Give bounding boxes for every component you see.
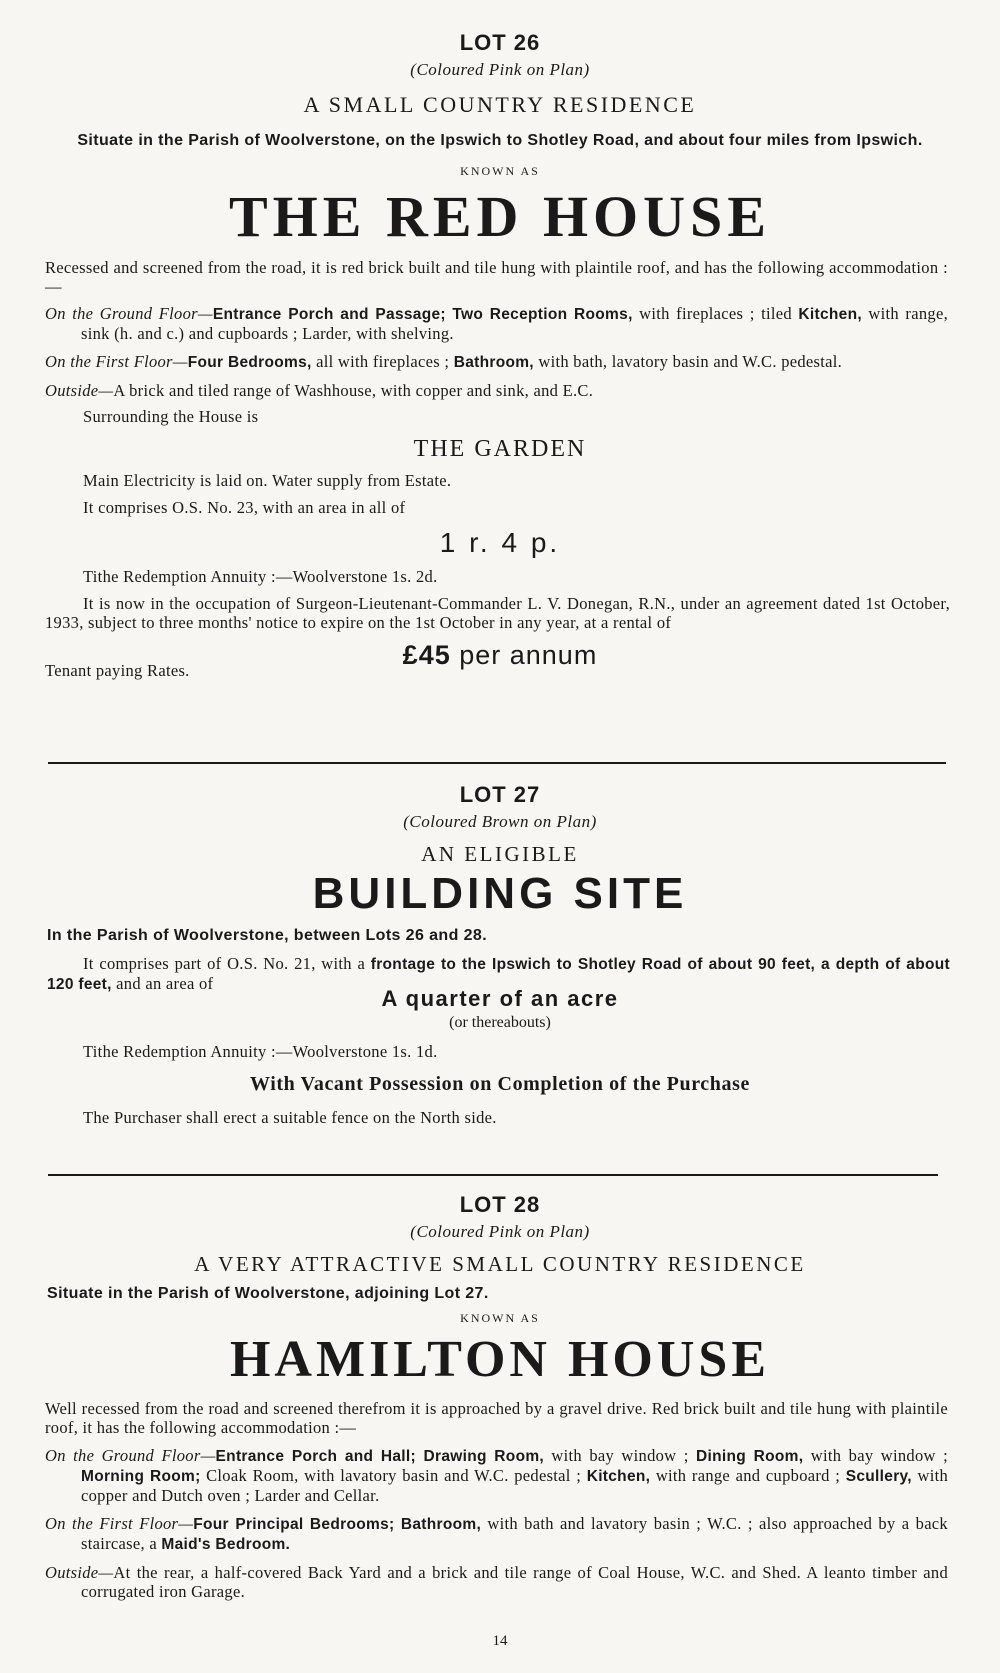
lot-28-ground-floor-prefix: On the Ground Floor— bbox=[45, 1446, 216, 1465]
lot-26-property-name: THE RED HOUSE bbox=[229, 184, 771, 249]
lot-27-heading: LOT 27 bbox=[459, 782, 541, 807]
text-fragment: A brick and tiled range of Washhouse, with copper and sink, and E.C. bbox=[113, 381, 594, 400]
lot-26-property-type: A SMALL COUNTRY RESIDENCE bbox=[303, 92, 697, 117]
text-fragment: with bay window ; bbox=[803, 1446, 948, 1465]
lot-26-first-floor-prefix: On the First Floor— bbox=[45, 352, 188, 371]
text-fragment: with bath, lavatory basin and W.C. pedestal. bbox=[533, 352, 843, 371]
lot-27-section bbox=[0, 782, 1000, 1127]
lot-26-electricity: Main Electricity is laid on. Water supply from Estate. bbox=[83, 471, 452, 490]
room-dining: Dining Room, bbox=[696, 1448, 804, 1465]
lot-26-surrounding: Surrounding the House is bbox=[83, 407, 259, 426]
room-reception: Two Reception Rooms, bbox=[452, 306, 633, 323]
text-fragment: It comprises part of O.S. No. 21, with a bbox=[83, 954, 371, 973]
rent-amount: £45 bbox=[402, 640, 451, 670]
section-divider bbox=[48, 1174, 938, 1176]
section-divider bbox=[48, 762, 946, 764]
rent-period: per annum bbox=[450, 640, 598, 670]
text-fragment: with fireplaces ; tiled bbox=[632, 304, 799, 323]
lot-26-first-floor bbox=[45, 352, 948, 372]
text-fragment: with copper and Dutch oven ; Larder and Cellar. bbox=[81, 1466, 949, 1505]
room-entrance-porch: Entrance Porch and Passage; bbox=[212, 306, 446, 323]
lot-26-intro: Recessed and screened from the road, it is red brick built and tile hung with plaintile roof, and has the following accommodation :— bbox=[45, 258, 948, 296]
lot-26-ground-floor bbox=[45, 304, 948, 343]
lot-26-tithe: Tithe Redemption Annuity :—Woolverstone 1s. 2d. bbox=[83, 567, 438, 586]
lot-27-possession: With Vacant Possession on Completion of the Purchase bbox=[250, 1073, 750, 1095]
lot-26-occupation: It is now in the occupation of Surgeon-Lieutenant-Commander L. V. Donegan, R.N., under an agreement dated 1st October, 1933, subject to three months' notice to expire on the 1st October in any year, at a rental of bbox=[45, 594, 950, 632]
room-morning: Morning Room; bbox=[81, 1468, 201, 1485]
room-kitchen: Kitchen, bbox=[798, 306, 862, 323]
lot-27-fence: The Purchaser shall erect a suitable fence on the North side. bbox=[83, 1108, 497, 1127]
room-scullery: Scullery, bbox=[845, 1468, 912, 1485]
lot-28-property-type: A VERY ATTRACTIVE SMALL COUNTRY RESIDENCE bbox=[194, 1252, 806, 1276]
lot-28-ground-floor bbox=[45, 1446, 948, 1505]
lot-26-area: 1 r. 4 p. bbox=[439, 527, 561, 558]
room-bathroom: Bathroom, bbox=[394, 1516, 482, 1533]
lot-28-outside-prefix: Outside— bbox=[45, 1563, 114, 1582]
frontage-dimensions: frontage to the Ipswich to Shotley Road of about 90 feet, a depth of about 120 feet, bbox=[47, 956, 950, 993]
lot-26-outside-prefix: Outside— bbox=[45, 381, 114, 400]
lot-27-property-type: AN ELIGIBLE bbox=[421, 842, 579, 866]
text-fragment: Cloak Room, with lavatory basin and W.C. pedestal ; bbox=[200, 1466, 587, 1485]
lot-27-property-name: BUILDING SITE bbox=[312, 869, 688, 918]
lot-27-parish: In the Parish of Woolverstone, between Lots 26 and 28. bbox=[47, 927, 488, 944]
lot-27-tithe: Tithe Redemption Annuity :—Woolverstone 1s. 1d. bbox=[83, 1042, 438, 1061]
lot-26-rates: Tenant paying Rates. bbox=[45, 661, 190, 680]
lot-28-known-as: KNOWN AS bbox=[460, 1311, 540, 1325]
lot-26-situation: Situate in the Parish of Woolverstone, on the Ipswich to Shotley Road, and about four miles from Ipswich. bbox=[77, 132, 923, 149]
room-maids-bedroom: Maid's Bedroom. bbox=[161, 1536, 291, 1553]
room-bedrooms: Four Bedrooms, bbox=[187, 354, 312, 371]
room-kitchen: Kitchen, bbox=[586, 1468, 651, 1485]
lot-26-comprises: It comprises O.S. No. 23, with an area in all of bbox=[83, 498, 406, 517]
lot-28-intro: Well recessed from the road and screened therefrom it is approached by a gravel drive. Red brick built and tile hung with plaintile roof, it has the following accommodation :— bbox=[45, 1399, 948, 1437]
lot-26-ground-floor-prefix: On the Ground Floor— bbox=[45, 304, 213, 323]
lot-26-heading: LOT 26 bbox=[459, 30, 541, 55]
lot-28-property-name: HAMILTON HOUSE bbox=[229, 1331, 771, 1388]
lot-26-garden-heading: THE GARDEN bbox=[413, 436, 587, 462]
lot-28-situation: Situate in the Parish of Woolverstone, adjoining Lot 27. bbox=[47, 1285, 489, 1302]
lot-27-plan-note: (Coloured Brown on Plan) bbox=[403, 812, 597, 831]
room-entrance-hall: Entrance Porch and Hall; bbox=[215, 1448, 416, 1465]
text-fragment: all with fireplaces ; bbox=[311, 352, 454, 371]
lot-26-plan-note: (Coloured Pink on Plan) bbox=[410, 60, 590, 79]
lot-28-section bbox=[0, 1192, 1000, 1601]
room-principal-bedrooms: Four Principal Bedrooms; bbox=[193, 1516, 395, 1533]
lot-28-first-floor-prefix: On the First Floor— bbox=[45, 1514, 194, 1533]
text-fragment: with range and cupboard ; bbox=[650, 1466, 846, 1485]
lot-27-area-note: (or thereabouts) bbox=[449, 1014, 551, 1031]
lot-28-first-floor bbox=[45, 1514, 948, 1554]
room-drawing: Drawing Room, bbox=[415, 1448, 545, 1465]
lot-28-plan-note: (Coloured Pink on Plan) bbox=[410, 1222, 590, 1241]
room-bathroom: Bathroom, bbox=[453, 354, 534, 371]
lot-26-outside bbox=[45, 381, 948, 400]
lot-28-outside bbox=[45, 1563, 948, 1601]
text-fragment: At the rear, a half-covered Back Yard and a brick and tile range of Coal House, W.C. and Shed. A leanto timber and corrugated iron Garage. bbox=[81, 1563, 948, 1601]
lot-26-section bbox=[0, 30, 1000, 680]
text-fragment: with bath and lavatory basin ; W.C. ; also approached by a back staircase, a bbox=[81, 1514, 948, 1553]
lot-26-known-as: KNOWN AS bbox=[460, 164, 540, 178]
text-fragment: with bay window ; bbox=[544, 1446, 697, 1465]
text-fragment: with range, sink (h. and c.) and cupboards ; Larder, with shelving. bbox=[81, 304, 948, 343]
text-fragment: and an area of bbox=[111, 974, 214, 993]
lot-27-area: A quarter of an acre bbox=[381, 986, 619, 1011]
page-number: 14 bbox=[492, 1633, 508, 1649]
lot-28-heading: LOT 28 bbox=[459, 1192, 541, 1217]
